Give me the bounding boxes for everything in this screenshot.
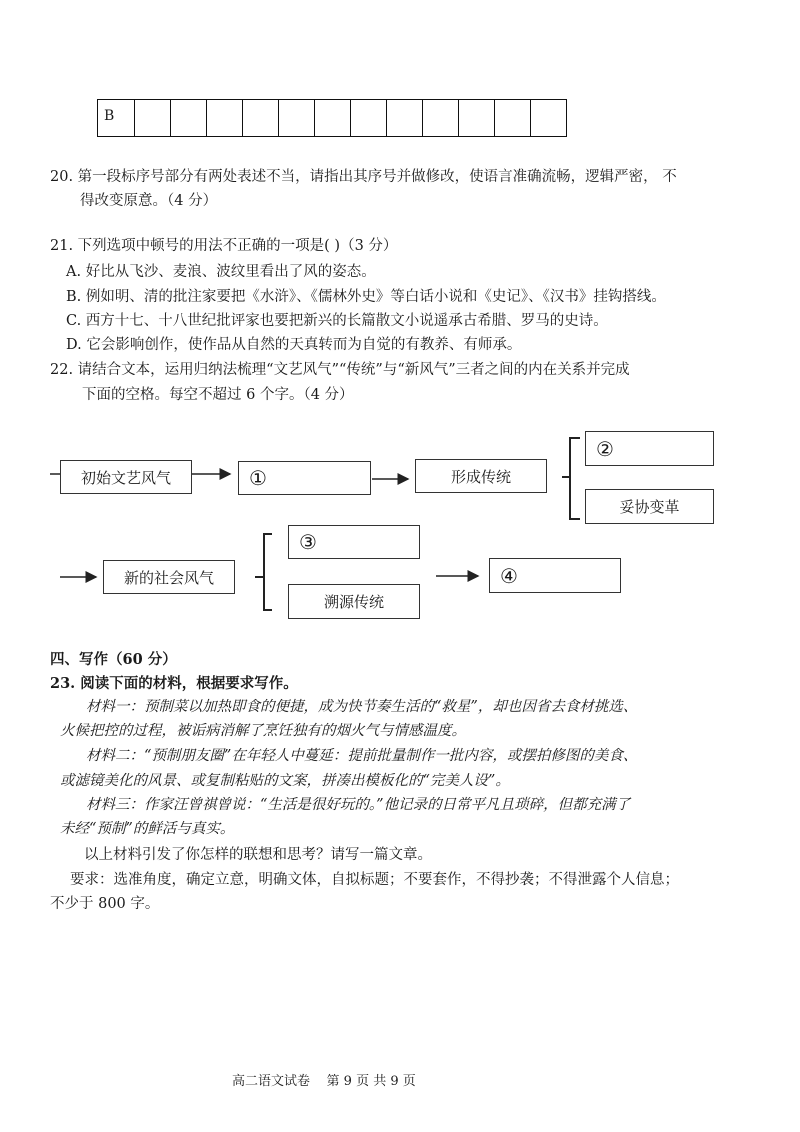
q21-option-c: C. 西方十七、十八世纪批评家也要把新兴的长篇散文小说遥承古希腊、罗马的史诗。 (66, 313, 608, 329)
material3-line2: 未经“预制”的鲜活与真实。 (60, 821, 235, 837)
material3-line1: 材料三：作家汪曾祺曾说：“生活是很好玩的。”他记录的日常平凡且琐碎，但都充满了 (86, 797, 631, 813)
flow-blank3-box (288, 525, 420, 559)
flow-blank2-label: ② (596, 436, 614, 461)
flow-start-label: 初始文艺风气 (80, 468, 171, 487)
flow-form-label: 形成传统 (450, 467, 511, 486)
flow-trace-label: 溯源传统 (323, 593, 384, 611)
material1-line1: 材料一：预制菜以加热即食的便捷，成为快节奏生活的“救星”，却也因省去食材挑选、 (86, 699, 638, 715)
flow-trace-box (288, 584, 420, 619)
q21-option-a: A. 好比从飞沙、麦浪、波纹里看出了风的姿态。 (66, 264, 376, 280)
q20-line2: 得改变原意。（4 分） (80, 193, 218, 209)
flow-blank1-box (238, 461, 371, 495)
requirements-line1: 要求：选准角度，确定立意，明确文体，自拟标题；不要套作，不得抄袭；不得泄露个人信息； (70, 872, 679, 888)
flow-blank4-label: ④ (500, 563, 518, 588)
flow-compromise-label: 妥协变革 (619, 498, 680, 516)
flow-blank4-box (489, 558, 621, 593)
material2-line2: 或滤镜美化的风景、或复制粘贴的文案，拼凑出模板化的“完美人设”。 (60, 773, 510, 789)
flow-blank1-label: ① (249, 466, 267, 490)
page-footer: 高二语文试卷 第 9 页 共 9 页 (232, 1074, 416, 1089)
flow-blank3-label: ③ (299, 530, 317, 554)
section4-title: 四、写作（60 分） (50, 651, 177, 668)
material2-line1: 材料二：“预制朋友圈”在年轻人中蔓延：提前批量制作一批内容，或摆拍修图的美食、 (86, 748, 638, 764)
material1-line2: 火候把控的过程，被诟病消解了烹饪独有的烟火气与情感温度。 (60, 723, 466, 739)
q21-option-b: B. 例如明、清的批注家要把《水浒》、《儒林外史》等白话小说和《史记》、《汉书》挂钩搭线。 (66, 289, 666, 305)
answer-cell: B (104, 108, 115, 124)
q21-option-d: D. 它会影响创作，使作品从自然的天真转而为自觉的有教养、有师承。 (66, 337, 522, 353)
flow-form-box (415, 459, 547, 493)
flow-new-wind-label: 新的社会风气 (123, 568, 214, 587)
q21-stem: 21. 下列选项中顿号的用法不正确的一项是( )（3 分） (50, 238, 398, 254)
q23-title: 23. 阅读下面的材料，根据要求写作。 (50, 675, 298, 692)
flow-compromise-box (585, 489, 714, 524)
requirements-line2: 不少于 800 字。 (50, 896, 160, 912)
flow-start-box (60, 460, 192, 494)
flow-new-wind-box (103, 560, 235, 594)
q20-line1: 20. 第一段标序号部分有两处表述不当，请指出其序号并做修改，使语言准确流畅，逻辑严密， 不 (50, 169, 677, 185)
flow-blank2-box (585, 431, 714, 466)
writing-prompt: 以上材料引发了你怎样的联想和思考？请写一篇文章。 (84, 847, 432, 863)
q22-line1: 22. 请结合文本，运用归纳法梳理“文艺风气”“传统”与“新风气”三者之间的内在关系并完成 (50, 362, 630, 378)
q22-line2: 下面的空格。每空不超过 6 个字。（4 分） (82, 387, 354, 403)
